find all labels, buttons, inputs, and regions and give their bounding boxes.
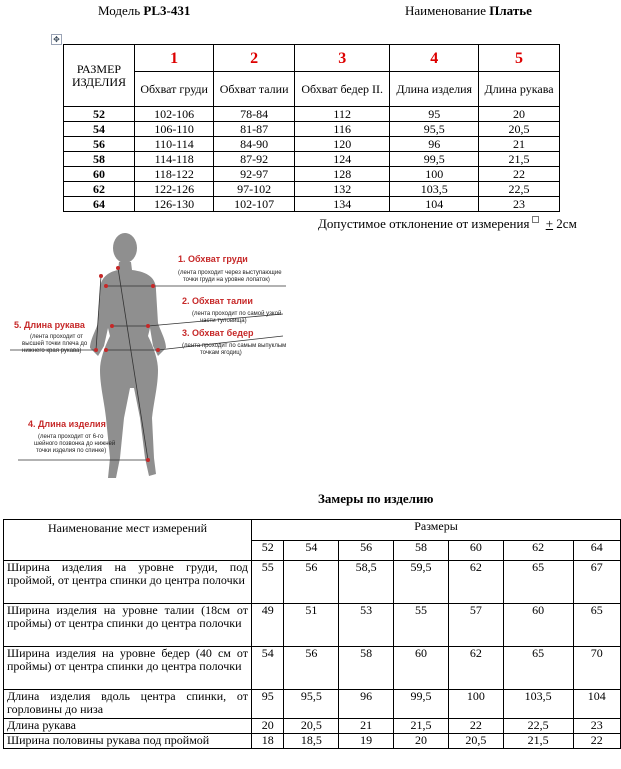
model-value: PL3-431 (143, 3, 191, 18)
cell: 21 (479, 137, 560, 152)
size-col: 54 (284, 540, 339, 561)
measure-label: Длина изделия вдоль центра спинки, от горловины до низа (4, 690, 252, 719)
cell: 62 (448, 561, 503, 604)
cell: 58 (339, 647, 394, 690)
label-hips-note: (лента проходит по самым выпуклым (182, 343, 287, 349)
size-row (64, 107, 560, 122)
col-label-length: Длина изделия (390, 72, 479, 107)
cell: 102-107 (214, 197, 295, 212)
cell: 118-122 (135, 167, 214, 182)
col-label-hips: Обхват бедер II. (294, 72, 390, 107)
cell: 87-92 (214, 152, 295, 167)
row-size: 54 (64, 122, 135, 137)
cell: 56 (284, 647, 339, 690)
cell: 22,5 (479, 182, 560, 197)
cell: 116 (294, 122, 390, 137)
label-length-note: точки изделия по спинке) (36, 448, 107, 454)
measure-row (4, 719, 621, 734)
cell: 97-102 (214, 182, 295, 197)
cell: 70 (573, 647, 620, 690)
size-table (63, 44, 560, 212)
label-hips-title: 3. Обхват бедер (182, 328, 254, 338)
cell: 126-130 (135, 197, 214, 212)
cell: 55 (394, 604, 449, 647)
measure-row (4, 647, 621, 690)
cell: 103,5 (390, 182, 479, 197)
col-number-4: 4 (390, 45, 479, 72)
cell: 23 (479, 197, 560, 212)
cell: 104 (390, 197, 479, 212)
cell: 51 (284, 604, 339, 647)
cell: 20,5 (479, 122, 560, 137)
cell: 20,5 (284, 719, 339, 734)
size-header: РАЗМЕР ИЗДЕЛИЯ (64, 45, 135, 107)
cell: 99,5 (390, 152, 479, 167)
cell: 100 (448, 690, 503, 719)
model-header (98, 3, 190, 19)
label-length-note: (лента проходит от 6-го (38, 434, 104, 440)
tolerance-note (318, 216, 577, 232)
cell: 22 (573, 734, 620, 749)
cell: 62 (448, 647, 503, 690)
size-row (64, 122, 560, 137)
measure-row (4, 561, 621, 604)
cell: 65 (503, 561, 573, 604)
size-col: 64 (573, 540, 620, 561)
cell: 23 (573, 719, 620, 734)
measure-label: Ширина изделия на уровне бедер (40 см от проймы) от центра спинки до центра полочки (4, 647, 252, 690)
cell: 65 (573, 604, 620, 647)
cell: 134 (294, 197, 390, 212)
measure-row (4, 734, 621, 749)
label-length-title: 4. Длина изделия (28, 419, 106, 429)
measure-label: Ширина половины рукава под проймой (4, 734, 252, 749)
label-chest-note: точки груди на уровне лопаток) (183, 277, 270, 283)
row-size: 52 (64, 107, 135, 122)
tolerance-value: 2см (556, 216, 577, 231)
measure-label: Ширина изделия на уровне груди, под проймой, от центра спинки до центра полочки (4, 561, 252, 604)
size-row (64, 137, 560, 152)
cell: 103,5 (503, 690, 573, 719)
label-sleeve-note: нижнего края рукава) (22, 348, 82, 354)
size-col: 56 (339, 540, 394, 561)
row-size: 58 (64, 152, 135, 167)
cell: 58,5 (339, 561, 394, 604)
cell: 92-97 (214, 167, 295, 182)
cell: 99,5 (394, 690, 449, 719)
cell: 124 (294, 152, 390, 167)
cell: 67 (573, 561, 620, 604)
row-size: 62 (64, 182, 135, 197)
name-header (405, 3, 532, 19)
cell: 55 (252, 561, 284, 604)
cell: 128 (294, 167, 390, 182)
cell: 20 (479, 107, 560, 122)
col-number-2: 2 (214, 45, 295, 72)
cell: 21,5 (479, 152, 560, 167)
cell: 96 (339, 690, 394, 719)
cell: 95,5 (284, 690, 339, 719)
name-label: Наименование (405, 3, 486, 18)
label-chest-title: 1. Обхват груди (178, 254, 248, 264)
col-label-waist: Обхват талии (214, 72, 295, 107)
cell: 22 (479, 167, 560, 182)
table-move-handle-icon[interactable]: ✥ (51, 34, 62, 45)
cell: 102-106 (135, 107, 214, 122)
measurements-table (3, 519, 621, 749)
cell: 20,5 (448, 734, 503, 749)
measure-label: Длина рукава (4, 719, 252, 734)
label-waist-title: 2. Обхват талии (182, 296, 253, 306)
cell: 21 (339, 719, 394, 734)
cell: 20 (394, 734, 449, 749)
measure-row (4, 690, 621, 719)
label-sleeve-note: (лента проходит от (30, 334, 84, 340)
col-label-chest: Обхват груди (135, 72, 214, 107)
tolerance-text: Допустимое отклонение от измерения (318, 216, 530, 231)
cell: 120 (294, 137, 390, 152)
row-size: 60 (64, 167, 135, 182)
model-label: Модель (98, 3, 141, 18)
size-row (64, 182, 560, 197)
size-row (64, 197, 560, 212)
cell: 65 (503, 647, 573, 690)
cell: 78-84 (214, 107, 295, 122)
size-col: 58 (394, 540, 449, 561)
name-header-cell: Наименование мест измерений (4, 520, 252, 561)
cell: 95,5 (390, 122, 479, 137)
row-size: 64 (64, 197, 135, 212)
col-number-1: 1 (135, 45, 214, 72)
cell: 96 (390, 137, 479, 152)
label-sleeve-note: высшей точки плеча до (22, 341, 88, 347)
cell: 100 (390, 167, 479, 182)
cell: 22 (448, 719, 503, 734)
cell: 95 (390, 107, 479, 122)
measure-row (4, 604, 621, 647)
cell: 18,5 (284, 734, 339, 749)
measurements-title: Замеры по изделию (318, 491, 434, 506)
sizes-header-cell: Размеры (252, 520, 621, 541)
cell: 53 (339, 604, 394, 647)
label-sleeve-title: 5. Длина рукава (14, 320, 85, 330)
row-size: 56 (64, 137, 135, 152)
cell: 60 (394, 647, 449, 690)
cell: 81-87 (214, 122, 295, 137)
cell: 49 (252, 604, 284, 647)
name-value: Платье (489, 3, 532, 18)
measure-label: Ширина изделия на уровне талии (18см от проймы) от центра спинки до центра полочки (4, 604, 252, 647)
cell: 21,5 (394, 719, 449, 734)
cell: 59,5 (394, 561, 449, 604)
col-number-5: 5 (479, 45, 560, 72)
tolerance-plus-minus: + (545, 216, 554, 231)
cell: 106-110 (135, 122, 214, 137)
size-col: 60 (448, 540, 503, 561)
cell: 19 (339, 734, 394, 749)
cell: 114-118 (135, 152, 214, 167)
cell: 104 (573, 690, 620, 719)
cell: 54 (252, 647, 284, 690)
label-waist-note: (лента проходит по самой узкой (192, 311, 282, 317)
cell: 57 (448, 604, 503, 647)
cell: 132 (294, 182, 390, 197)
paragraph-mark-icon (532, 216, 539, 223)
cell: 18 (252, 734, 284, 749)
label-hips-note: точкам ягодиц) (200, 350, 242, 356)
col-label-sleeve: Длина рукава (479, 72, 560, 107)
cell: 21,5 (503, 734, 573, 749)
size-col: 62 (503, 540, 573, 561)
cell: 56 (284, 561, 339, 604)
cell: 84-90 (214, 137, 295, 152)
col-number-3: 3 (294, 45, 390, 72)
size-row (64, 152, 560, 167)
cell: 60 (503, 604, 573, 647)
cell: 20 (252, 719, 284, 734)
label-waist-note: части туловища) (200, 318, 247, 324)
cell: 110-114 (135, 137, 214, 152)
cell: 95 (252, 690, 284, 719)
size-col: 52 (252, 540, 284, 561)
cell: 122-126 (135, 182, 214, 197)
measurement-figure (8, 228, 308, 496)
size-row (64, 167, 560, 182)
label-chest-note: (лента проходит через выступающие (178, 270, 282, 276)
cell: 112 (294, 107, 390, 122)
cell: 22,5 (503, 719, 573, 734)
label-length-note: шейного позвонка до нижней (34, 441, 116, 447)
